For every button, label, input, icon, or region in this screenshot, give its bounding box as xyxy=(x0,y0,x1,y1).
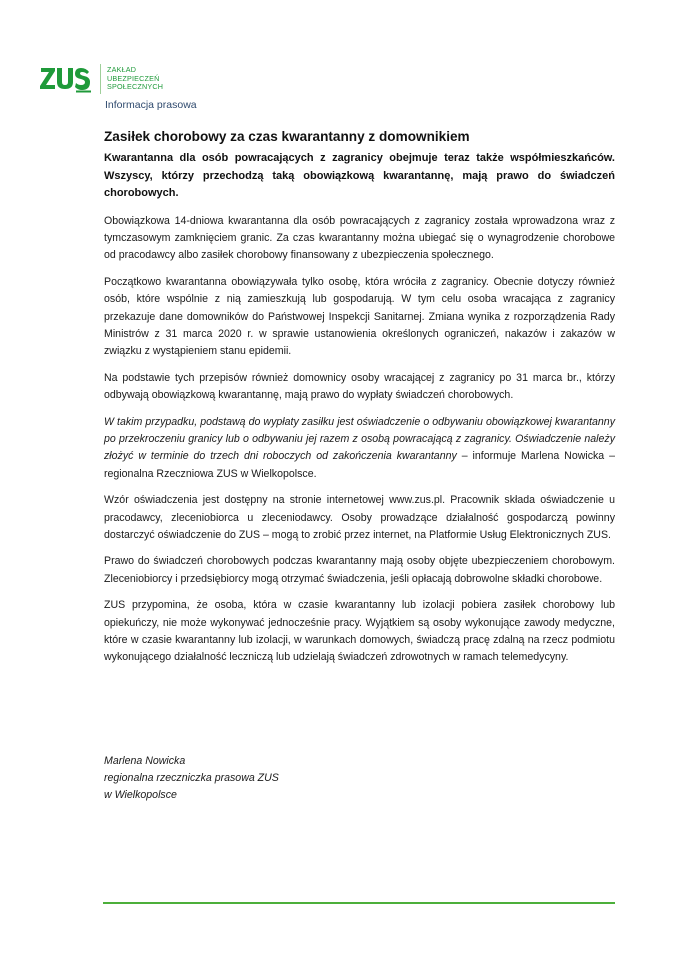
zus-logo-icon xyxy=(40,65,92,93)
paragraph-5: Wzór oświadczenia jest dostępny na stronie internetowej www.zus.pl. Pracownik składa oświadczenie u pracodawcy, zleceniobiorca u zleceniodawcy. Osoby prowadzące działalność gospodarczą powinny dostarczyć oświadczenie do ZUS – mogą to zrobić przez internet, na Platformie Usług Elektronicznych ZUS. xyxy=(104,494,615,541)
paragraph-6: Prawo do świadczeń chorobowych podczas kwarantanny mają osoby objęte ubezpieczeniem chorobowym. Zleceniobiorcy i przedsiębiorcy mogą otrzymać świadczenia, jeśli opłacają dobrowolne składki chorobowe. xyxy=(104,555,615,585)
logo-line-3: SPOŁECZNYCH xyxy=(107,82,164,92)
quote-attribution: – informuje Marlena Nowicka – regionalna Rzeczniowa ZUS w Wielkopolsce. xyxy=(104,450,616,480)
logo-text xyxy=(107,66,163,92)
article xyxy=(104,128,615,676)
signature-role: regionalna rzeczniczka prasowa ZUS xyxy=(104,772,279,785)
signature-region: w Wielkopolsce xyxy=(104,789,177,802)
signature-name: Marlena Nowicka xyxy=(104,755,186,767)
quote-paragraph xyxy=(104,414,615,484)
article-title: Zasiłek chorobowy za czas kwarantanny z domownikiem xyxy=(104,129,470,144)
logo-divider xyxy=(100,64,101,94)
press-release-label: Informacja prasowa xyxy=(105,99,197,111)
paragraph-2: Początkowo kwarantanna obowiązywała tylko osobę, która wróciła z zagranicy. Obecnie dotyczy również osób, które wspólnie z nią zamieszkują lub gospodarują. W tym celu osoba wracająca z zagranicy przekazuje dane domowników do Państwowej Inspekcji Sanitarnej. Zmiana wynika z rozporządzenia Rady Ministrów z 31 marca 2020 r. w sprawie ustanowienia określonych ograniczeń, nakazów i zakazów w związku z wystąpieniem stanu epidemii. xyxy=(104,275,615,358)
logo-line-2: UBEZPIECZEŃ xyxy=(107,73,160,83)
footer-divider xyxy=(103,902,615,904)
signature xyxy=(104,753,279,805)
zus-logo xyxy=(40,64,163,94)
paragraph-1: Obowiązkowa 14-dniowa kwarantanna dla osób powracających z zagranicy została wprowadzona wraz z tymczasowym zamknięciem granic. Za czas kwarantanny można ubiegać się o wynagrodzenie chorobowe od pracodawcy albo zasiłek chorobowy finansowany z ubezpieczenia społecznego. xyxy=(104,214,615,262)
paragraph-7: ZUS przypomina, że osoba, która w czasie kwarantanny lub izolacji pobiera zasiłek chorobowy lub opiekuńczy, nie może wykonywać jednocześnie pracy. Wyjątkiem są osoby wykonujące zawody medyczne, które w czasie kwarantanny lub izolacji, w warunkach domowych, świadczą pracę zdalną na rzecz podmiotu wykonującego działalność leczniczą lub udzielają świadczeń zdrowotnych w ramach telemedycyny. xyxy=(104,599,615,664)
quote-text: W takim przypadku, podstawą do wypłaty zasiłku jest oświadczenie o odbywaniu obowiązkowej kwarantanny po przekroczeniu granicy lub o odbywaniu jej razem z osobą powracającą z zagranicy. Oświadczenie należy złożyć w terminie do trzech dni roboczych od zakończenia kwarantanny xyxy=(104,415,615,463)
paragraph-3: Na podstawie tych przepisów również domownicy osoby wracającej z zagranicy po 31 marca br., którzy odbywają obowiązkową kwarantannę, mają prawo do wypłaty świadczeń chorobowych. xyxy=(104,371,615,402)
article-lead: Kwarantanna dla osób powracających z zagranicy obejmuje teraz także współmieszkańców. Wszyscy, którzy przechodzą taką obowiązkową kwarantannę, mają prawo do świadczeń chorobowych. xyxy=(104,152,615,199)
logo-line-1: ZAKŁAD xyxy=(107,65,137,75)
